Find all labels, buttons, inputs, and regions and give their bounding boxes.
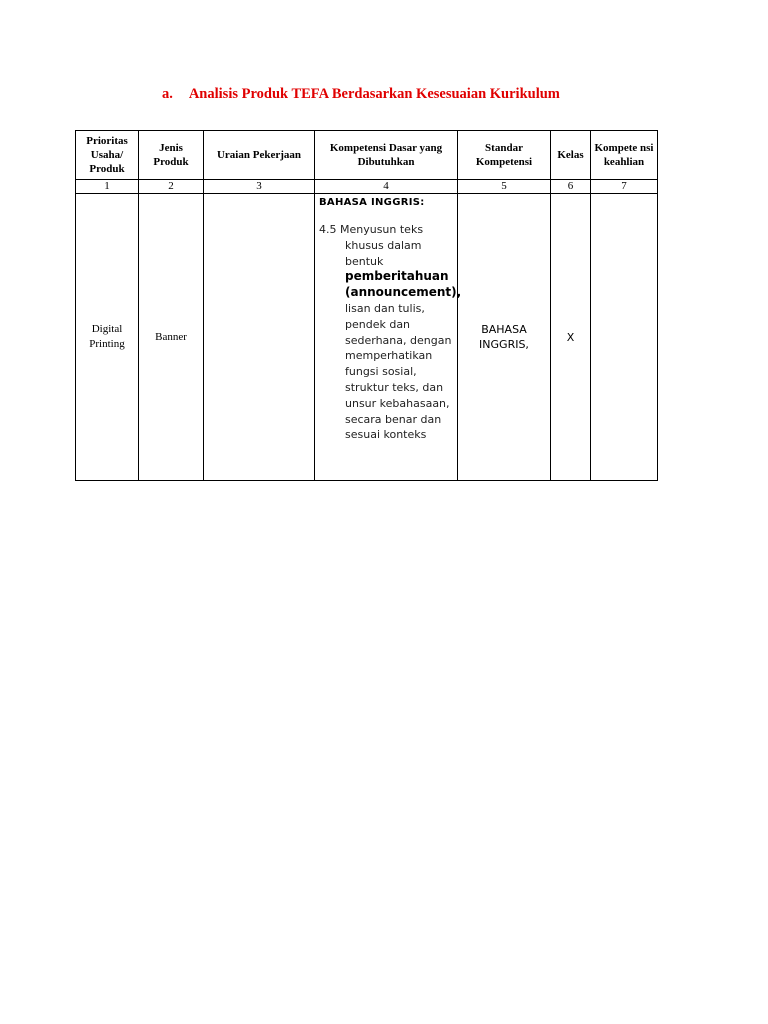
header-jenis: Jenis Produk [139, 131, 204, 180]
cell-kelas: X [551, 194, 591, 481]
cell-kompetensi-keahlian [591, 194, 658, 481]
column-number: 3 [204, 180, 315, 194]
column-number-row [76, 180, 658, 194]
header-standar: Standar Kompetensi [458, 131, 551, 180]
section-heading [162, 86, 560, 103]
kd-text-bold: pemberitahuan (announcement), [345, 269, 462, 300]
kd-text-prefix: 4.5 Menyusun teks khusus dalam bentuk [319, 223, 424, 268]
column-number: 5 [458, 180, 551, 194]
cell-prioritas: Digital Printing [76, 194, 139, 481]
header-kelas: Kelas [551, 131, 591, 180]
column-number: 1 [76, 180, 139, 194]
header-row [76, 131, 658, 180]
header-prioritas: Prioritas Usaha/ Produk [76, 131, 139, 180]
column-number: 6 [551, 180, 591, 194]
kd-subject-title: BAHASA INGGRIS: [319, 197, 425, 208]
cell-uraian [204, 194, 315, 481]
column-number: 2 [139, 180, 204, 194]
kd-text-suffix: lisan dan tulis, pendek dan sederhana, dengan memperhatikan fungsi sosial, struktur teks, dan unsur kebahasaan, secara benar dan sesuai konteks [345, 301, 452, 442]
table-row [76, 194, 658, 481]
cell-kompetensi-dasar [315, 194, 462, 481]
section-number: a. [162, 86, 173, 102]
analysis-table [75, 130, 658, 481]
header-kompetensi-keahlian: Kompete nsi keahlian [591, 131, 658, 180]
cell-standar: BAHASA INGGRIS, [458, 194, 551, 481]
header-kompetensi-dasar: Kompetensi Dasar yang Dibutuhkan [315, 131, 458, 180]
column-number: 7 [591, 180, 658, 194]
section-title: Analisis Produk TEFA Berdasarkan Kesesuaian Kurikulum [188, 86, 560, 102]
cell-jenis: Banner [139, 194, 204, 481]
kd-description [319, 222, 462, 443]
header-uraian: Uraian Pekerjaan [204, 131, 315, 180]
column-number: 4 [315, 180, 458, 194]
